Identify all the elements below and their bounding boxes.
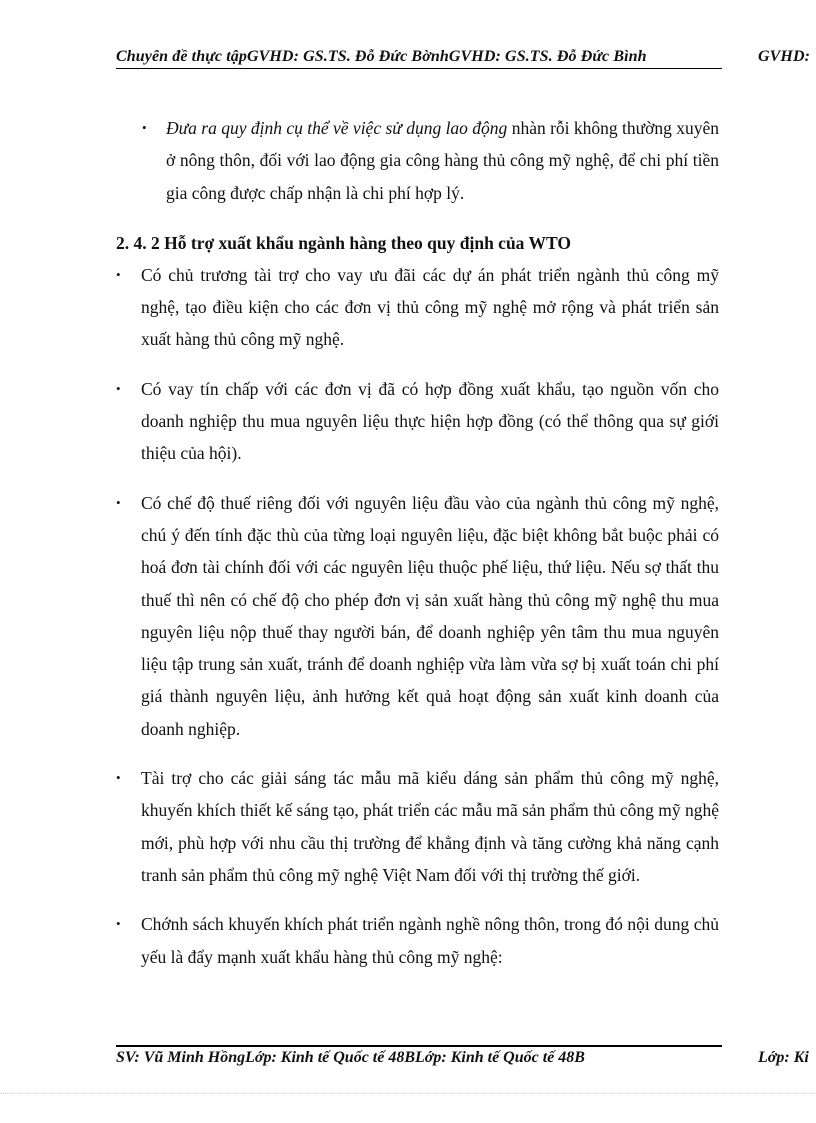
footer-rule xyxy=(116,1045,722,1047)
page-header xyxy=(116,48,816,66)
footer-left-text: SV: Vũ Minh HồngLớp: Kinh tế Quốc tế 48BLớp: Kinh tế Quốc tế 48B xyxy=(116,1049,585,1066)
list-item-text: Tài trợ cho các giải sáng tác mẫu mã kiểu dáng sản phẩm thủ công mỹ nghệ, khuyến khích thiết kế sáng tạo, phát triển các mẫu mã sản phẩm thủ công mỹ nghệ mới, phù hợp với nhu cầu thị trường để khẳng định và tăng cường khả năng cạnh tranh sản phẩm thủ công mỹ nghệ Việt Nam đối với thị trường thế giới. xyxy=(141,768,719,885)
header-left-text: Chuyên đề thực tậpGVHD: GS.TS. Đỗ Đức BờnhGVHD: GS.TS. Đỗ Đức Bình xyxy=(116,48,647,65)
list-item-text: Có chủ trương tài trợ cho vay ưu đãi các dự án phát triển ngành thủ công mỹ nghệ, tạo điều kiện cho các đơn vị thủ công mỹ nghệ mở rộng và phát triển sản xuất hàng thủ công mỹ nghệ. xyxy=(141,264,719,350)
bullet-marker: • xyxy=(116,916,121,932)
bullet-marker: • xyxy=(116,266,121,282)
bullet-marker: • xyxy=(116,380,121,396)
bullet-list xyxy=(116,259,719,973)
bullet-marker: • xyxy=(116,770,121,786)
list-item-text: Có chế độ thuế riêng đối với nguyên liệu đầu vào của ngành thủ công mỹ nghệ, chú ý đến tính đặc thù của từng loại nguyên liệu, đặc biệt không bắt buộc phải có hoá đơn tài chính đối với các nguyên liệu thuộc phế liệu, thứ liệu. Nếu sợ thất thu thuế thì nên có chế độ cho phép đơn vị sản xuất hàng thủ công mỹ nghệ thu mua nguyên liệu nộp thuế thay người bán, để doanh nghiệp yên tâm thu mua nguyên liệu tập trung sản xuất, tránh để doanh nghiệp vừa làm vừa sợ bị xuất toán chi phí giá thành nguyên liệu, ảnh hưởng kết quả hoạt động sản xuất kinh doanh của doanh nghiệp. xyxy=(141,492,719,739)
header-rule xyxy=(116,68,722,69)
list-item-text: Có vay tín chấp với các đơn vị đã có hợp đồng xuất khẩu, tạo nguồn vốn cho doanh nghiệp thu mua nguyên liệu thực hiện hợp đồng (có thể thông qua sự giới thiệu của hội). xyxy=(141,378,719,464)
list-item xyxy=(116,908,719,973)
intro-italic-text: Đưa ra quy định cụ thể về việc sử dụng lao động xyxy=(166,118,508,138)
section-heading: 2. 4. 2 Hỗ trợ xuất khẩu ngành hàng theo quy định của WTO xyxy=(116,232,571,253)
page-bottom-divider xyxy=(0,1093,816,1095)
list-item xyxy=(116,259,719,356)
document-body xyxy=(116,112,719,990)
bullet-marker: • xyxy=(142,120,147,135)
list-item xyxy=(116,373,719,470)
header-right-text: GVHD: xyxy=(758,48,811,65)
intro-bullet xyxy=(116,112,719,209)
intro-rest-text: nhàn rỗi không thường xuyên ở nông thôn, đối với lao động gia công hàng thủ công mỹ nghệ, để chi phí tiền gia công được chấp nhận là chi phí hợp lý. xyxy=(166,118,720,203)
list-item xyxy=(116,762,719,891)
list-item-text: Chớnh sách khuyến khích phát triển ngành nghề nông thôn, trong đó nội dung chủ yếu là đẩy mạnh xuất khẩu hàng thủ công mỹ nghệ: xyxy=(141,914,719,967)
page-footer xyxy=(116,1049,816,1067)
list-item xyxy=(116,487,719,745)
footer-right-text: Lớp: Ki xyxy=(758,1049,809,1066)
bullet-marker: • xyxy=(116,494,121,510)
